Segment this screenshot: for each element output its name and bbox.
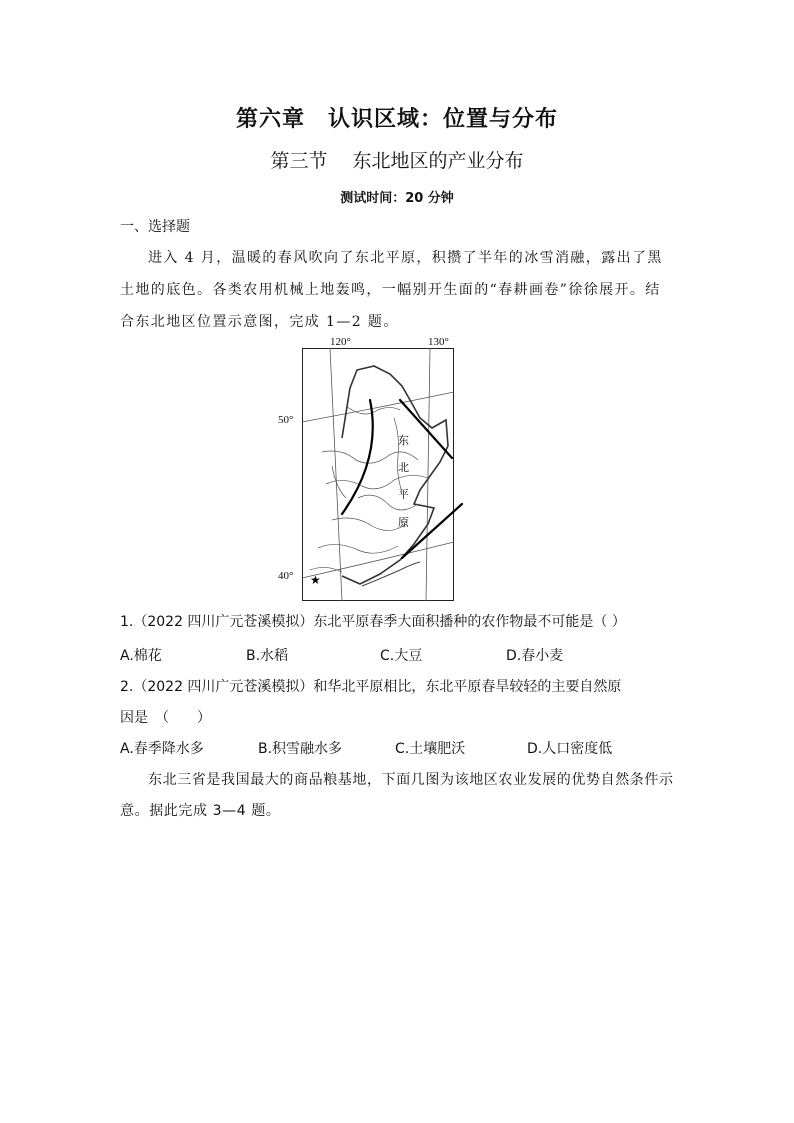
lat-50-label: 50° xyxy=(278,414,294,426)
q2-option-b[interactable]: B.积雪融水多 xyxy=(258,741,343,757)
test-time: 测试时间：20 分钟 xyxy=(340,191,454,206)
section-heading: 一、选择题 xyxy=(120,219,190,235)
capital-star-icon: ★ xyxy=(310,573,321,587)
lon-130-label: 130° xyxy=(428,336,449,348)
q1-option-a[interactable]: A.棉花 xyxy=(120,648,162,664)
section-title: 第三节 东北地区的产业分布 xyxy=(270,150,524,172)
plain-label-1: 东 xyxy=(398,435,409,447)
q1-option-b[interactable]: B.水稻 xyxy=(246,648,289,664)
chapter-title: 第六章 认识区域：位置与分布 xyxy=(235,107,558,132)
question-1-stem: 1.（2022 四川广元苍溪模拟）东北平原春季大面积播种的农作物最不可能是（ ） xyxy=(120,614,626,630)
question-2-options xyxy=(120,738,676,758)
q1-option-d[interactable]: D.春小麦 xyxy=(506,648,564,664)
map-graphic xyxy=(302,348,454,601)
northeast-location-map xyxy=(278,336,454,601)
q2-option-d[interactable]: D.人口密度低 xyxy=(527,741,613,757)
question-2-stem-line2: 因是 （ ） xyxy=(120,710,211,726)
q1-option-c[interactable]: C.大豆 xyxy=(380,648,423,664)
closing-paragraph: 东北三省是我国最大的商品粮基地，下面几图为该地区农业发展的优势自然条件示意。据此完成 3—4 题。 xyxy=(120,772,674,819)
q2-option-a[interactable]: A.春季降水多 xyxy=(120,741,204,757)
lon-120-label: 120° xyxy=(330,336,351,348)
lat-40-label: 40° xyxy=(278,570,294,582)
question-2-stem-line1: 2.（2022 四川广元苍溪模拟）和华北平原相比，东北平原春旱较轻的主要自然原 xyxy=(120,679,622,695)
intro-paragraph: 进入 4 月，温暖的春风吹向了东北平原，积攒了半年的冰雪消融，露出了黑土地的底色。各类农用机械上地轰鸣，一幅别开生面的“春耕画卷”徐徐展开。结合东北地区位置示意图，完成 1—2 题。 xyxy=(120,250,663,330)
q2-option-c[interactable]: C.土壤肥沃 xyxy=(395,741,466,757)
plain-label-4: 原 xyxy=(398,517,409,529)
plain-label-3: 平 xyxy=(398,489,409,501)
question-1-options xyxy=(120,645,676,665)
plain-label-2: 北 xyxy=(398,462,409,474)
